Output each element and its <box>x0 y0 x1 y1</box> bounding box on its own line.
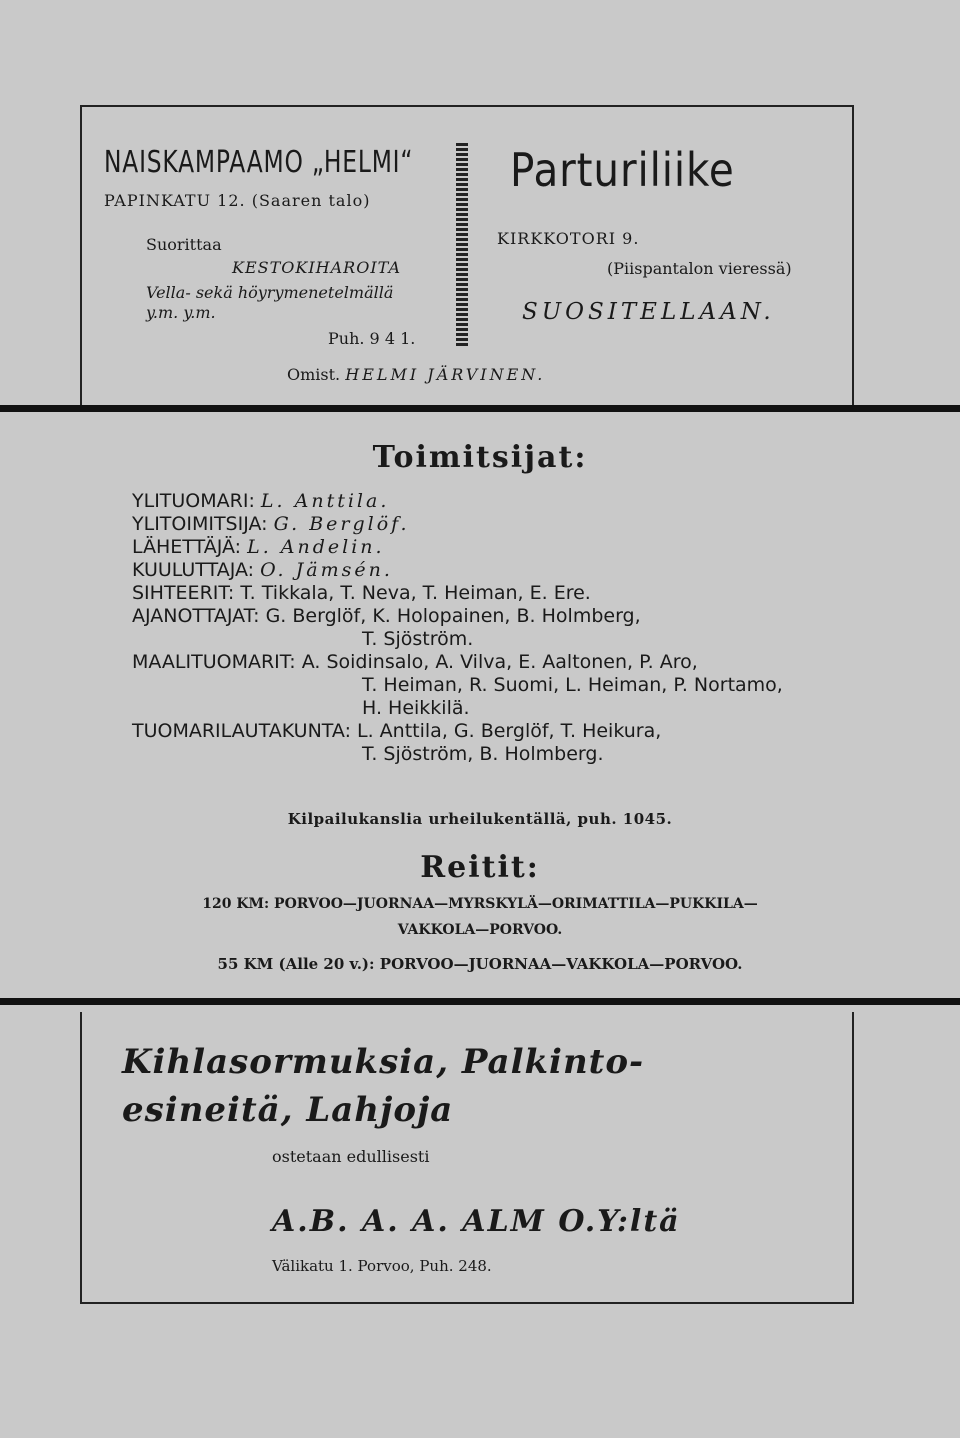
competition-office: Kilpailukanslia urheilukentällä, puh. 1045. <box>287 810 673 828</box>
starter-label: LÄHETTÄJÄ: <box>132 536 242 558</box>
helmi-salon-method: Vella- sekä höyrymenetelmällä <box>146 283 394 302</box>
section-divider-top <box>0 405 960 412</box>
chief-official-name: G. Berglöf. <box>273 513 410 535</box>
route-55km: 55 KM (Alle 20 v.): PORVOO—JUORNAA—VAKKOLA—PORVOO. <box>217 955 743 973</box>
officials-list <box>132 490 783 766</box>
owner-label: Omist. <box>287 365 341 384</box>
announcer-line <box>132 559 783 582</box>
ornamental-divider <box>456 143 468 348</box>
jeweler-address: Välikatu 1. Porvoo, Puh. 248. <box>272 1257 492 1275</box>
jeweler-company-name: A.B. A. A. ALM O.Y:ltä <box>272 1204 681 1239</box>
chief-judge-name: L. Anttila. <box>260 490 390 512</box>
jury-line-2: T. Sjöström, B. Holmberg. <box>362 743 604 765</box>
announcer-name: O. Jämsén. <box>260 559 393 581</box>
starter-line <box>132 536 783 559</box>
helmi-salon-etc: y.m. y.m. <box>146 303 216 322</box>
helmi-salon-phone: Puh. 9 4 1. <box>328 329 416 348</box>
helmi-salon-title: NAISKAMPAAMO „HELMI“ <box>104 145 414 180</box>
announcer-label: KUULUTTAJA: <box>132 559 255 581</box>
section-divider-bottom <box>0 998 960 1005</box>
timers-line-2: T. Sjöström. <box>362 628 474 650</box>
secretaries-line: SIHTEERIT: T. Tikkala, T. Neva, T. Heiman, E. Ere. <box>132 582 591 604</box>
barber-shop-address: KIRKKOTORI 9. <box>497 229 640 248</box>
chief-official-label: YLITOIMITSIJA: <box>132 513 268 535</box>
jeweler-headline-1: Kihlasormuksia, Palkinto- <box>122 1042 645 1082</box>
route-120km-line-2: VAKKOLA—PORVOO. <box>397 922 563 938</box>
timers-line-1: AJANOTTAJAT: G. Berglöf, K. Holopainen, B. Holmberg, <box>132 605 641 627</box>
starter-name: L. Andelin. <box>247 536 385 558</box>
owner-name: HELMI JÄRVINEN. <box>345 365 546 384</box>
helmi-salon-service: KESTOKIHAROITA <box>232 258 401 277</box>
chief-judge-label: YLITUOMARI: <box>132 490 255 512</box>
chief-judge-line <box>132 490 783 513</box>
finish-judges-line-1: MAALITUOMARIT: A. Soidinsalo, A. Vilva, E. Aaltonen, P. Aro, <box>132 651 698 673</box>
top-advertisement-box <box>80 105 854 407</box>
owner-line <box>287 365 545 384</box>
chief-official-line <box>132 513 783 536</box>
route-120km-line-1: 120 KM: PORVOO—JUORNAA—MYRSKYLÄ—ORIMATTILA—PUKKILA— <box>202 896 758 912</box>
jeweler-headline-2: esineitä, Lahjoja <box>122 1090 454 1130</box>
barber-shop-title: Parturiliike <box>510 143 735 197</box>
barber-shop-recommendation: SUOSITELLAAN. <box>522 299 775 325</box>
jeweler-advertisement-box <box>80 1012 854 1304</box>
helmi-salon-performs: Suorittaa <box>146 235 222 254</box>
helmi-salon-address: PAPINKATU 12. (Saaren talo) <box>104 191 371 210</box>
routes-heading: Reitit: <box>420 850 540 885</box>
jury-line-1: TUOMARILAUTAKUNTA: L. Anttila, G. Berglöf, T. Heikura, <box>132 720 662 742</box>
jeweler-buy-text: ostetaan edullisesti <box>272 1147 430 1166</box>
finish-judges-line-2: T. Heiman, R. Suomi, L. Heiman, P. Nortamo, <box>362 674 783 696</box>
finish-judges-line-3: H. Heikkilä. <box>362 697 470 719</box>
officials-heading: Toimitsijat: <box>372 440 588 475</box>
barber-shop-location: (Piispantalon vieressä) <box>607 259 792 278</box>
